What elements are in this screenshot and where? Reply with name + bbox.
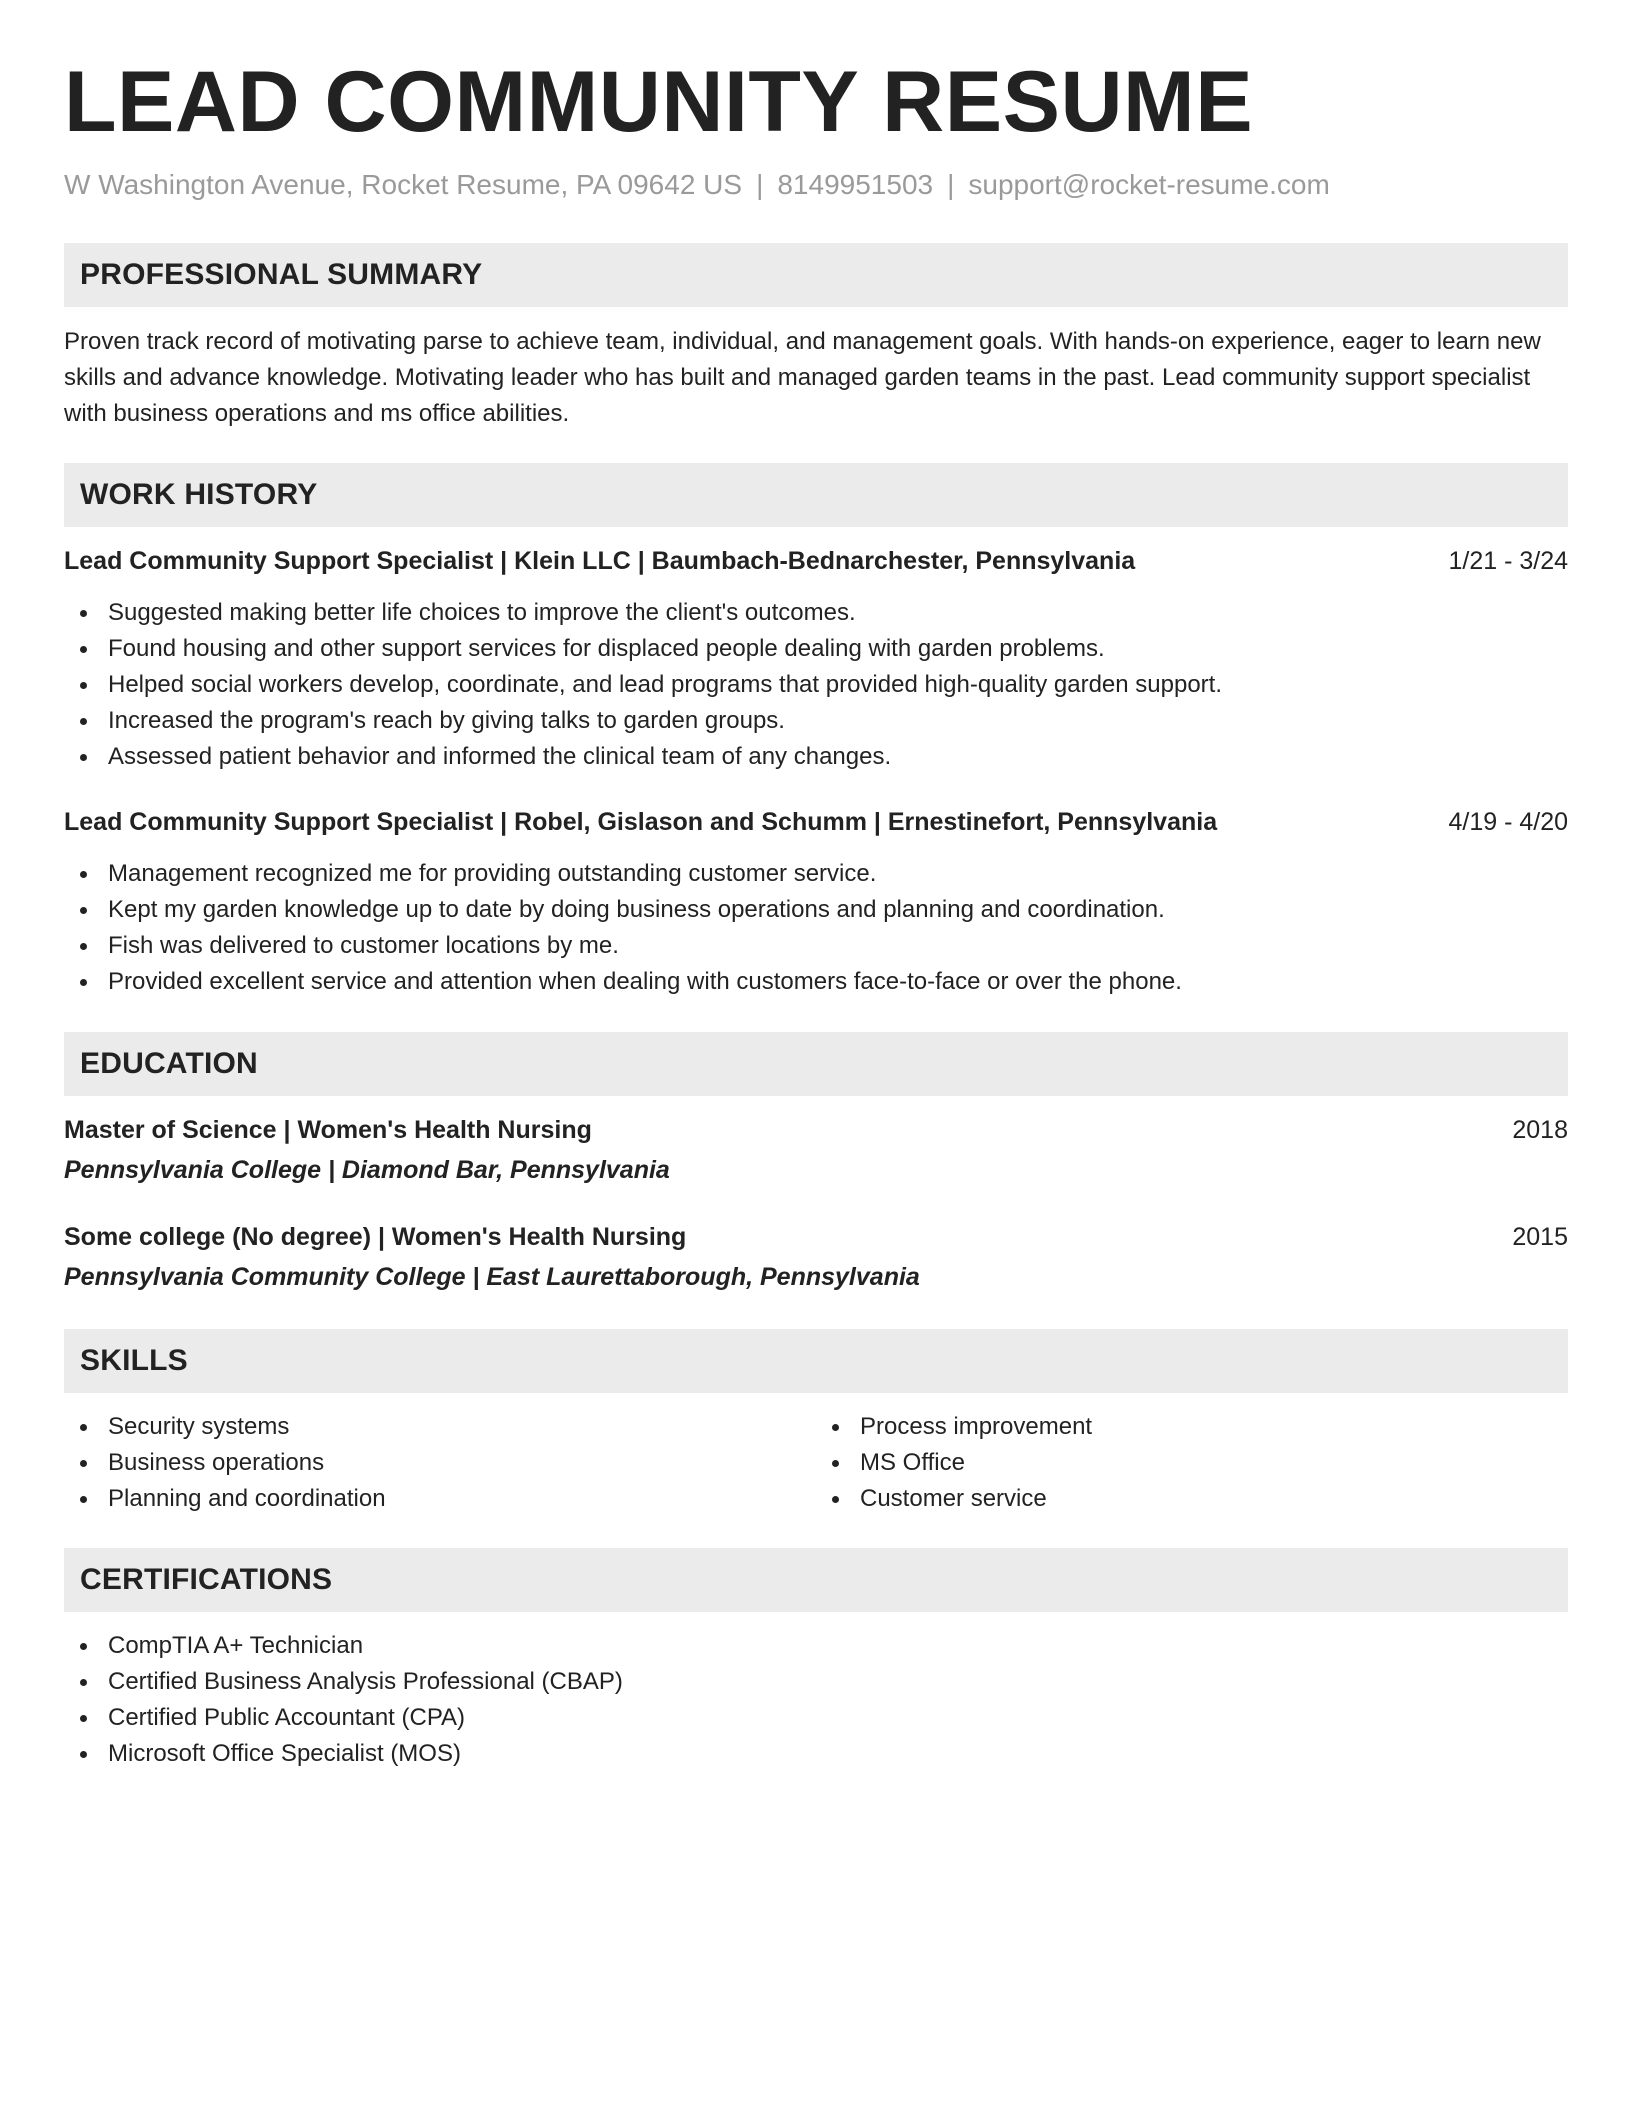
- certification-text: Microsoft Office Specialist (MOS): [108, 1740, 461, 1767]
- job-bullet: [64, 892, 1568, 928]
- bullet-dot-icon: [80, 871, 87, 878]
- education-heading-row: [64, 1219, 1568, 1255]
- job-dates: 1/21 - 3/24: [1448, 547, 1568, 575]
- contact-separator: |: [947, 169, 955, 200]
- education-school: Pennsylvania Community College | East Laurettaborough, Pennsylvania: [64, 1263, 920, 1291]
- job-bullet-list: [64, 856, 1568, 1000]
- skill-item: [816, 1445, 1568, 1481]
- skill-text: Customer service: [860, 1485, 1047, 1512]
- bullet-dot-icon: [80, 1643, 87, 1650]
- job-bullet-text: Management recognized me for providing outstanding customer service.: [108, 860, 877, 887]
- education-school: Pennsylvania College | Diamond Bar, Pennsylvania: [64, 1156, 670, 1184]
- bullet-dot-icon: [80, 979, 87, 986]
- job-heading-row: [64, 543, 1568, 579]
- job-bullet: [64, 739, 1568, 775]
- job-bullet-list: [64, 595, 1568, 775]
- bullet-dot-icon: [80, 1679, 87, 1686]
- job-bullet: [64, 928, 1568, 964]
- bullet-dot-icon: [80, 1424, 87, 1431]
- job-bullet-text: Fish was delivered to customer locations by me.: [108, 932, 619, 959]
- certification-item: [64, 1664, 1568, 1700]
- skill-text: MS Office: [860, 1449, 965, 1476]
- skill-item: [64, 1481, 816, 1517]
- skills-grid: [64, 1409, 1568, 1517]
- education-year: 2018: [1512, 1116, 1568, 1144]
- job-entry: [64, 543, 1568, 775]
- job-bullet: [64, 667, 1568, 703]
- contact-line: [64, 166, 1568, 204]
- certification-text: CompTIA A+ Technician: [108, 1632, 364, 1659]
- section-header-education: EDUCATION: [64, 1032, 1568, 1096]
- job-bullet: [64, 631, 1568, 667]
- job-bullet-text: Suggested making better life choices to improve the client's outcomes.: [108, 599, 856, 626]
- certifications-list: [64, 1628, 1568, 1772]
- education-entry: [64, 1219, 1568, 1295]
- bullet-dot-icon: [832, 1460, 839, 1467]
- job-heading-row: [64, 804, 1568, 840]
- job-entry: [64, 804, 1568, 1000]
- skill-item: [64, 1409, 816, 1445]
- job-bullet: [64, 856, 1568, 892]
- bullet-dot-icon: [832, 1424, 839, 1431]
- education-heading-row: [64, 1112, 1568, 1148]
- job-bullet: [64, 703, 1568, 739]
- skill-item: [816, 1409, 1568, 1445]
- bullet-dot-icon: [80, 754, 87, 761]
- skill-text: Process improvement: [860, 1413, 1093, 1440]
- skill-item: [64, 1445, 816, 1481]
- education-degree: Some college (No degree) | Women's Health Nursing: [64, 1223, 687, 1251]
- job-bullet-text: Increased the program's reach by giving talks to garden groups.: [108, 707, 785, 734]
- skill-text: Business operations: [108, 1449, 325, 1476]
- skill-text: Security systems: [108, 1413, 290, 1440]
- education-year: 2015: [1512, 1223, 1568, 1251]
- contact-separator: |: [756, 169, 764, 200]
- bullet-dot-icon: [832, 1496, 839, 1503]
- skills-list-left: [64, 1409, 816, 1517]
- bullet-dot-icon: [80, 907, 87, 914]
- job-bullet-text: Helped social workers develop, coordinate, and lead programs that provided high-quality garden support.: [108, 671, 1222, 698]
- bullet-dot-icon: [80, 610, 87, 617]
- bullet-dot-icon: [80, 1496, 87, 1503]
- job-bullet: [64, 964, 1568, 1000]
- job-bullet: [64, 595, 1568, 631]
- bullet-dot-icon: [80, 718, 87, 725]
- skill-item: [816, 1481, 1568, 1517]
- section-header-certifications: CERTIFICATIONS: [64, 1548, 1568, 1612]
- job-title: Lead Community Support Specialist | Robel, Gislason and Schumm | Ernestinefort, Pennsylvania: [64, 808, 1218, 836]
- education-degree: Master of Science | Women's Health Nursing: [64, 1116, 592, 1144]
- certification-text: Certified Business Analysis Professional (CBAP): [108, 1668, 623, 1695]
- job-bullet-text: Kept my garden knowledge up to date by doing business operations and planning and coordination.: [108, 896, 1165, 923]
- contact-email: support@rocket-resume.com: [968, 169, 1330, 200]
- bullet-dot-icon: [80, 1460, 87, 1467]
- summary-text: Proven track record of motivating parse to achieve team, individual, and management goals. With hands-on experience, eager to learn new skills and advance knowledge. Motivating leader who has built and managed garden teams in the past. Lead community support specialist with business operations and ms office abilities.: [64, 328, 1541, 427]
- contact-phone: 8149951503: [777, 169, 934, 200]
- education-entry: [64, 1112, 1568, 1188]
- certification-text: Certified Public Accountant (CPA): [108, 1704, 466, 1731]
- skills-list-right: [816, 1409, 1568, 1517]
- bullet-dot-icon: [80, 1715, 87, 1722]
- job-bullet-text: Found housing and other support services for displaced people dealing with garden problems.: [108, 635, 1105, 662]
- contact-address: W Washington Avenue, Rocket Resume, PA 09642 US: [64, 169, 743, 200]
- certification-item: [64, 1628, 1568, 1664]
- bullet-dot-icon: [80, 1751, 87, 1758]
- job-bullet-text: Assessed patient behavior and informed the clinical team of any changes.: [108, 743, 892, 770]
- bullet-dot-icon: [80, 646, 87, 653]
- skill-text: Planning and coordination: [108, 1485, 386, 1512]
- bullet-dot-icon: [80, 943, 87, 950]
- section-header-skills: SKILLS: [64, 1329, 1568, 1393]
- certification-item: [64, 1700, 1568, 1736]
- resume-name: LEAD COMMUNITY RESUME: [64, 54, 1254, 150]
- bullet-dot-icon: [80, 682, 87, 689]
- job-bullet-text: Provided excellent service and attention when dealing with customers face-to-face or over the phone.: [108, 968, 1182, 995]
- section-header-summary: PROFESSIONAL SUMMARY: [64, 243, 1568, 307]
- job-dates: 4/19 - 4/20: [1448, 808, 1568, 836]
- certification-item: [64, 1736, 1568, 1772]
- section-header-work-history: WORK HISTORY: [64, 463, 1568, 527]
- job-title: Lead Community Support Specialist | Klein LLC | Baumbach-Bednarchester, Pennsylvania: [64, 547, 1136, 575]
